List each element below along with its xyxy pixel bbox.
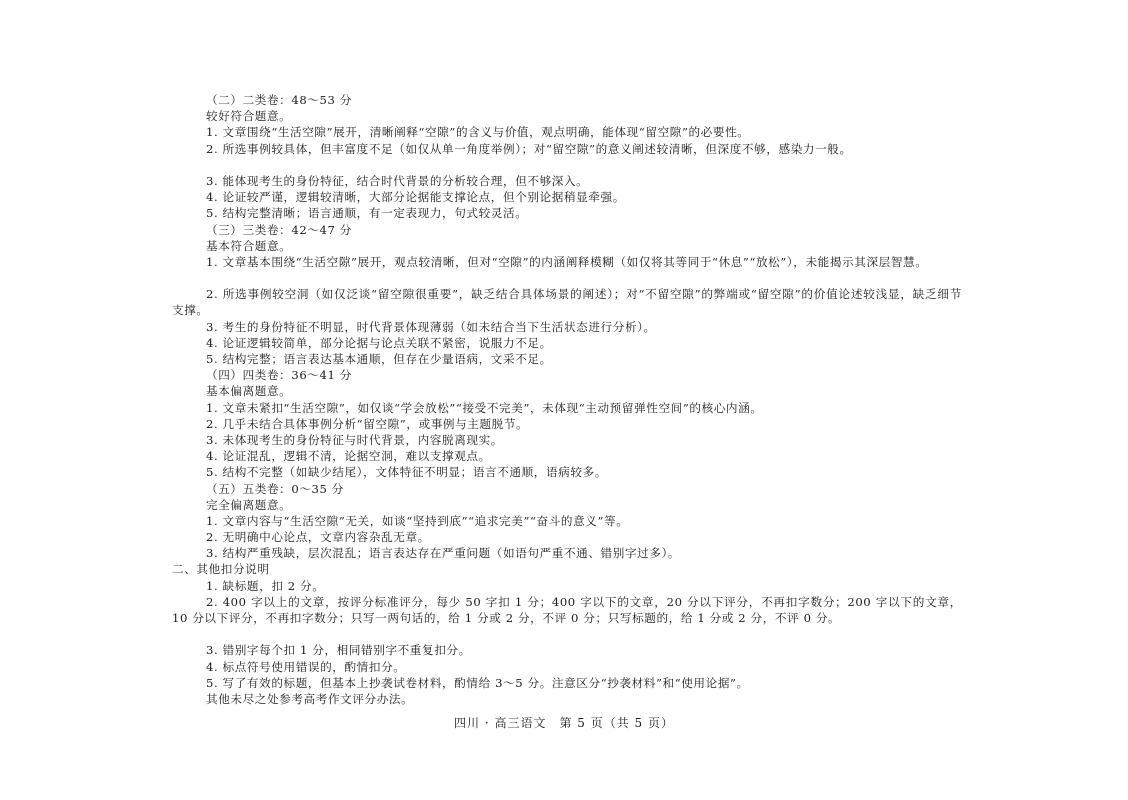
- paragraph-line: 2. 几乎未结合具体事例分析“留空隙”，或事例与主题脱节。: [206, 416, 529, 431]
- paragraph-line: 较好符合题意。: [206, 109, 292, 124]
- paragraph-line: 5. 结构完整；语言表达基本通顺，但存在少量语病，文采不足。: [206, 352, 552, 367]
- paragraph-line: 3. 能体现考生的身份特征，结合时代背景的分析较合理，但不够深入。: [206, 173, 589, 188]
- paragraph-line: 5. 结构不完整（如缺少结尾），文体特征不明显；语言不通顺，语病较多。: [206, 465, 607, 480]
- section-heading-grade-2: （二）二类卷：48～53 分: [206, 93, 352, 107]
- paragraph-line: 5. 结构完整清晰；语言通顺，有一定表现力，句式较灵活。: [206, 206, 528, 221]
- paragraph-line: 其他未尽之处参考高考作文评分办法。: [206, 692, 414, 707]
- paragraph-line: 3. 错别字每个扣 1 分，相同错别字不重复扣分。: [206, 643, 471, 658]
- paragraph-line: 2. 400 字以上的文章，按评分标准评分，每少 50 字扣 1 分；400 字以下的文章，20 分以下评分，不再扣字数分；200 字以下的文章，10 分以下评分，不再扣字数分；只写一两句话的，给 1 分或 2 分，不评 0 分；只写标题的，给 1 分或 2 分，不评 0 分。: [172, 594, 962, 626]
- paragraph-line: 1. 文章未紧扣“生活空隙”，如仅谈“学会放松”“接受不完美”，未体现“主动预留弹性空间”的核心内涵。: [206, 400, 763, 415]
- paragraph-line: 基本偏离题意。: [206, 384, 292, 399]
- paragraph-line: 3. 考生的身份特征不明显，时代背景体现薄弱（如未结合当下生活状态进行分析）。: [206, 319, 656, 334]
- paragraph-line: 完全偏离题意。: [206, 497, 292, 512]
- section-heading-grade-3: （三）三类卷：42～47 分: [206, 222, 352, 237]
- paragraph-line: 1. 缺标题，扣 2 分。: [206, 578, 325, 593]
- paragraph-line: 4. 标点符号使用错误的，酌情扣分。: [206, 659, 406, 674]
- paragraph-line: 2. 所选事例较具体，但丰富度不足（如仅从单一角度举例）；对“留空隙”的意义阐述较清晰，但深度不够，感染力一般。: [206, 141, 852, 156]
- paragraph-line: 2. 无明确中心论点，文章内容杂乱无章。: [206, 530, 430, 545]
- paragraph-line: 基本符合题意。: [206, 238, 292, 253]
- paragraph-line: 4. 论证逻辑较简单，部分论据与论点关联不紧密，说服力不足。: [206, 335, 552, 350]
- section-heading-other-deductions: 二、其他扣分说明: [172, 562, 270, 577]
- paragraph-line: 4. 论证较严谨，逻辑较清晰，大部分论据能支撑论点，但个别论据稍显牵强。: [206, 190, 625, 205]
- paragraph-line: 1. 文章内容与“生活空隙”无关，如谈“坚持到底”“追求完美”“奋斗的意义”等。: [206, 513, 629, 528]
- paragraph-line: 1. 文章基本围绕“生活空隙”展开，观点较清晰，但对“空隙”的内涵阐释模糊（如仅将其等同于“休息”“放松”），未能揭示其深层智慧。: [206, 254, 928, 269]
- paragraph-line: 4. 论证混乱，逻辑不清，论据空洞，难以支撑观点。: [206, 449, 491, 464]
- section-heading-grade-5: （五）五类卷：0～35 分: [206, 481, 344, 496]
- paragraph-line: 3. 结构严重残缺，层次混乱；语言表达存在严重问题（如语句严重不通、错别字过多）。: [206, 546, 681, 561]
- paragraph-line: 3. 未体现考生的身份特征与时代背景，内容脱离现实。: [206, 432, 504, 447]
- section-heading-grade-4: （四）四类卷：36～41 分: [206, 368, 352, 383]
- page-footer: 四川 · 高三语文 第 5 页（共 5 页）: [454, 716, 674, 730]
- document-body: [172, 92, 962, 707]
- paragraph-line: 5. 写了有效的标题，但基本上抄袭试卷材料，酌情给 3～5 分。注意区分“抄袭材料”和“使用论据”。: [206, 675, 749, 690]
- paragraph-line: 1. 文章围绕“生活空隙”展开，清晰阐释“空隙”的含义与价值，观点明确，能体现“留空隙”的必要性。: [206, 125, 750, 140]
- paragraph-line: 2. 所选事例较空洞（如仅泛谈“留空隙很重要”，缺乏结合具体场景的阐述）；对“不留空隙”的弊端或“留空隙”的价值论述较浅显，缺乏细节支撑。: [172, 287, 962, 318]
